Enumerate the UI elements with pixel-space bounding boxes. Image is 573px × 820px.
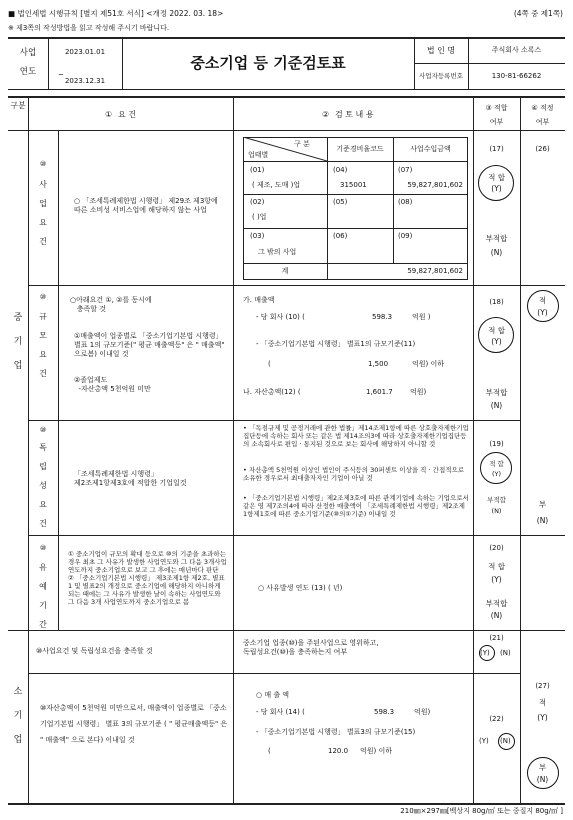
col-ok-sub: 여부 — [535, 118, 550, 126]
col-fit-sub: 여부 — [489, 118, 504, 126]
divider — [243, 194, 468, 195]
col-line — [28, 96, 29, 803]
s2-sales-head: ○ 매 출 액 — [256, 691, 290, 699]
row1-inc: 59,827,801,602 — [407, 181, 463, 189]
table-head-gubun: 구 분 — [294, 140, 310, 148]
s1-review: 중소기업 업종(⑩)을 주된사업으로 영위하고, 독립성요건(⑩)을 충족하는지 여부 — [243, 639, 379, 656]
col-req: 요 건 — [118, 110, 136, 119]
corp-name: 주식회사 소록스 — [491, 46, 542, 54]
s1-fit-n: (N) — [500, 649, 511, 657]
col-review-num: ② — [322, 110, 330, 119]
s1-fit-no: (21) — [489, 634, 504, 642]
row-line — [28, 285, 565, 286]
period-label-1: 사업 — [19, 48, 37, 58]
row3-inc-no: (09) — [398, 232, 413, 240]
instruction-note: ※ 제3쪽의 작성방법을 읽고 작성해 주시기 바랍니다. — [8, 24, 170, 32]
r102-asset-label: 나. 자산총액(12) ( — [243, 388, 301, 396]
page-indicator: (4쪽 중 제1쪽) — [513, 9, 563, 18]
divider — [393, 137, 394, 263]
form-title: 중소기업 등 기준검토표 — [190, 54, 346, 72]
divider — [327, 137, 328, 280]
r103-unfit-n: (N) — [491, 507, 502, 515]
table-head-type: 업태별 — [248, 151, 269, 159]
r102-std-open: ( — [268, 360, 271, 368]
selected-circle — [527, 757, 559, 789]
r101-fit-y: (Y) — [491, 184, 502, 193]
r103-fit: 적 합 — [489, 460, 504, 468]
period-label-2: 연도 — [19, 67, 37, 77]
s2-own-unit: 억원) — [414, 708, 431, 716]
r102-num: ⑩ — [39, 293, 47, 301]
r103-fit-no: (19) — [489, 440, 504, 448]
r102-std-value: 1,500 — [368, 360, 389, 368]
r102-own-value: 598.3 — [372, 313, 393, 321]
r101-fit: 적 합 — [488, 173, 505, 182]
small-no: 부 — [538, 763, 547, 772]
r101-ok-no: (26) — [535, 145, 550, 153]
s2-text: ⑩자산총액이 5천억원 미만으로서, 매출액이 업종별로 「중소기업기본법 시행령」 별표 3의 규모기준 ( " 평균매출액등" 은 " 매출액" 으로 본다) 이내일 것 — [40, 704, 228, 744]
total-inc: 59,827,801,602 — [407, 267, 463, 275]
row2-inc-no: (08) — [398, 198, 413, 206]
r102-sales-head: 가. 매출액 — [243, 296, 275, 304]
s2-fit-no: (22) — [489, 715, 504, 723]
r104-num: ⑩ — [39, 544, 47, 552]
table-top — [8, 96, 565, 98]
col-category: 구분 — [10, 101, 26, 110]
r103-unfit: 부적합 — [487, 496, 506, 504]
row-line — [28, 535, 565, 536]
row2-no: (02) — [250, 198, 265, 206]
r102-own-label: - 당 회사 (10) ( — [256, 313, 305, 321]
r102-std-unit: 억원) 이하 — [412, 360, 445, 368]
r104-unfit: 부적합 — [485, 599, 508, 608]
r103-ok: 부 — [538, 500, 547, 509]
selected-circle — [527, 290, 559, 322]
r101-num: ⑩ — [39, 160, 47, 168]
sme-label: 중 기 업 — [13, 313, 23, 371]
row1-name: ( 제조, 도매 )업 — [252, 181, 301, 189]
biz-no: 130-81-66262 — [491, 72, 542, 80]
r102-cond: ○아래요건 ①, ②를 동시에 충족할 것 — [70, 296, 152, 313]
r104-fit: 적 합 — [488, 562, 505, 571]
r102-asset-value: 1,601.7 — [366, 388, 393, 396]
small-biz-label: 소 기 업 — [13, 687, 23, 745]
col-fit: ③ 적합 — [485, 104, 508, 112]
s2-fit-y: (Y) — [479, 737, 489, 745]
divider — [243, 161, 468, 162]
total-label: 계 — [281, 267, 289, 275]
s2-std-value: 120.0 — [328, 747, 349, 755]
s2-own-label: - 당 회사 (14) ( — [256, 708, 305, 716]
s1-text: ⑩사업요건 및 독립성요건을 충족할 것 — [36, 647, 153, 655]
s2-std-unit: 억원) 이하 — [360, 747, 393, 755]
period-start: 2023.01.01 — [64, 48, 106, 56]
r102-fit-no: (18) — [489, 298, 504, 306]
r102-unfit: 부적합 — [485, 388, 508, 397]
form-regulation: ■ 법인세법 시행규칙 [별지 제51호 서식] <개정 2022. 03. 18> — [8, 9, 224, 18]
s2-own-value: 598.3 — [374, 708, 395, 716]
r103-title: 독 립 성 요 건 — [39, 443, 47, 528]
selected-circle — [478, 317, 514, 353]
r103-bullet-2: • 자산총액 5천억원 이상인 법인이 주식등의 30퍼센트 이상을 직 · 간접적으로 소유한 경우로서 최대출자자인 기업이 아닐 것 — [243, 466, 465, 482]
row3-name: 그 밖의 사업 — [258, 248, 297, 256]
col-req-num: ① — [105, 110, 113, 119]
r102-fit: 적 합 — [488, 326, 505, 335]
r102-own-unit: 억원 ) — [412, 313, 431, 321]
r102-item1: ①매출액이 업종별로 「중소기업기본법 시행령」 별표 1의 규모기준(" 평균 매출액등" 은 " 매출액" 으로봄) 이내일 것 — [74, 332, 225, 358]
r103-bullet-1: • 「독점규제 및 공정거래에 관한 법률」제14조제1항에 따른 상호출자제한기업집단등에 속하는 회사 또는 같은 법 제14조의3에 따라 상호출자제한기업집단등의 소속회사로 편입 · 통지된 것으로 보는 회사에 해당하지 아니할 것 — [243, 424, 469, 448]
table-bottom — [8, 803, 565, 805]
r103-ok-n: (N) — [536, 516, 549, 525]
row1-code: 315001 — [340, 181, 367, 189]
r101-title: 사 업 요 건 — [39, 180, 47, 246]
col-line — [520, 96, 521, 803]
col-line — [473, 96, 474, 803]
r103-fit-y: (Y) — [491, 470, 502, 478]
table-head-income: 사업수입금액 — [410, 145, 451, 153]
r102-title: 규 모 요 건 — [39, 312, 47, 378]
r102-ok: 적 — [538, 296, 547, 305]
row1-inc-no: (07) — [398, 166, 413, 174]
row-line — [8, 630, 565, 631]
r102-std-label: - 「중소기업기본법 시행령」 별표1의 규모기준(11) — [256, 340, 416, 348]
col-ok: ④ 적정 — [531, 104, 554, 112]
small-ok-y: (Y) — [537, 713, 548, 722]
row3-no: (03) — [250, 232, 265, 240]
r103-bullet-3: • 「중소기업기본법 시행령」제2조제3호에 따른 관계기업에 속하는 기업으로서 같은 영 제7조의4에 따라 산정한 매출액이 「조세특례제한법 시행령」제2조제1항제1호에 따른 중소기업기준(⑩의①기준) 이내일 것 — [243, 494, 469, 518]
r104-review: ○ 사유발생 연도 (13) ( 년) — [258, 584, 343, 592]
r102-asset-unit: 억원) — [410, 388, 427, 396]
corp-name-label: 법 인 명 — [426, 46, 456, 55]
small-ok-no: (27) — [535, 682, 550, 690]
col-line — [233, 96, 234, 803]
r102-item2: ②졸업제도 -자산총액 5천억원 미만 — [74, 376, 151, 393]
r103-num: ⑩ — [39, 426, 47, 434]
col-review: 검 토 내 용 — [335, 110, 374, 119]
r102-unfit-n: (N) — [490, 401, 503, 410]
r104-fit-no: (20) — [489, 544, 504, 552]
r101-fit-no: (17) — [489, 145, 504, 153]
row3-code-no: (06) — [333, 232, 348, 240]
r101-text: ○ 「조세특례제한법 시행령」 제29조 제3항에 따른 소비성 서비스업에 해당하지 않는 사업 — [74, 197, 218, 214]
table-head-code: 기준경비율코드 — [336, 145, 384, 153]
row2-name: ( )업 — [252, 213, 267, 221]
s2-std-label: - 「중소기업기본법 시행령」 별표3의 규모기준(15) — [256, 728, 416, 736]
row-line — [28, 420, 520, 421]
r101-unfit: 부적합 — [485, 234, 508, 243]
s1-fit-y: (Y) — [480, 649, 490, 657]
selected-circle — [478, 165, 514, 201]
divider — [243, 228, 468, 229]
row1-no: (01) — [250, 166, 265, 174]
r101-unfit-n: (N) — [490, 248, 503, 257]
r102-fit-y: (Y) — [491, 337, 502, 346]
divider — [243, 263, 468, 264]
s2-std-open: ( — [268, 747, 271, 755]
r103-text: 「조세특례제한법 시행령」 제2조제1항제3호에 적합한 기업일것 — [74, 470, 187, 487]
period-end: 2023.12.31 — [64, 77, 106, 85]
s2-fit-n: (N) — [500, 737, 511, 745]
r104-text: ① 중소기업이 규모의 확대 등으로 ⑩의 기준을 초과하는 경우 최초 그 사유가 발생한 사업연도와 그 다음 3개사업연도까지 중소기업으로 보고 그 후에는 매년마다 판단 ② 「중소기업기본법 시행령」 제3조제1항 제2호, 별표1 및 별표2의 개정으로 중소기업에 해당하지 아니하게 되는 때에는 그 사유가 발생한 날이 속하는 사업연도와 그 다음 3개 사업연도까지 중소기업으로 봄 — [68, 550, 227, 606]
r104-title: 유 예 기 간 — [39, 563, 47, 629]
header-bottom — [8, 130, 565, 131]
row2-code-no: (05) — [333, 198, 348, 206]
top-border — [8, 37, 565, 39]
col-line — [58, 130, 59, 630]
r102-ok-y: (Y) — [537, 308, 548, 317]
row1-code-no: (04) — [333, 166, 348, 174]
small-no-n: (N) — [536, 775, 549, 784]
top-block-bottom — [8, 89, 565, 90]
period-tilde: ~ — [58, 71, 64, 79]
divider — [414, 63, 565, 64]
r104-unfit-n: (N) — [490, 611, 503, 620]
r104-fit-y: (Y) — [491, 575, 502, 584]
row-line — [28, 673, 520, 674]
paper-spec: 210㎜×297㎜[백상지 80g/㎡ 또는 중질지 80g/㎡ ] — [400, 807, 563, 815]
small-ok: 적 — [538, 698, 547, 707]
biz-no-label: 사업자등록번호 — [419, 72, 463, 80]
